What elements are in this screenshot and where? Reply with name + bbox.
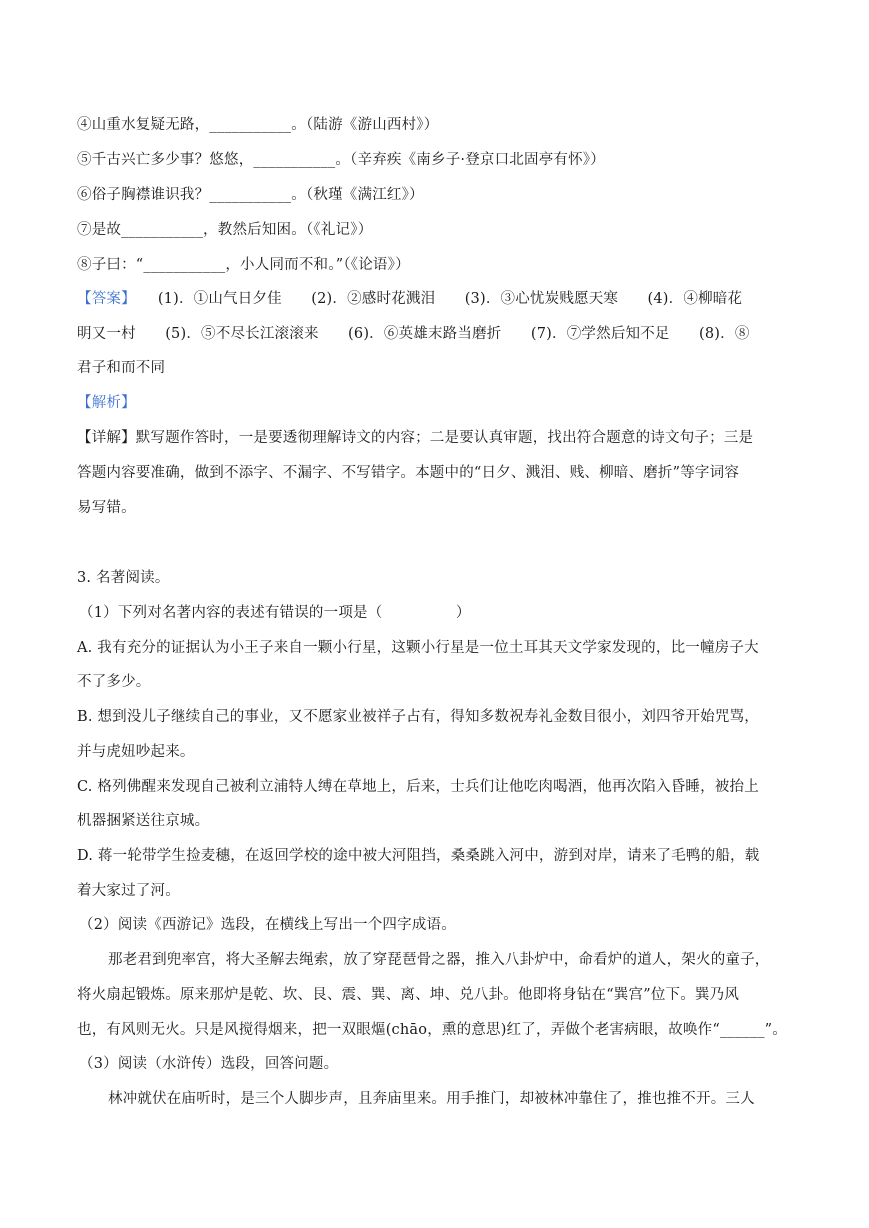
option-d-line-2: 着大家过了河。 xyxy=(77,883,180,899)
question-3-sub-3: （3）阅读（水浒传）选段，回答问题。 xyxy=(79,1056,339,1072)
option-b-line-1: B. 想到没儿子继续自己的事业，又不愿家业被祥子占有，得知多数祝寿礼金数目很小，刘四爷开始咒骂， xyxy=(77,709,759,725)
poem-line-4: ④山重水复疑无路，___________。（陆游《游山西村》） xyxy=(77,117,439,133)
option-b-line-2: 并与虎妞吵起来。 xyxy=(77,744,195,760)
analysis-line-3: 易写错。 xyxy=(77,500,136,516)
option-c-line-1: C. 格列佛醒来发现自己被利立浦特人缚在草地上，后来，士兵们让他吃肉喝酒，他再次陷入昏睡，被抬上 xyxy=(77,779,759,795)
answer-line-2: 明又一村 (5)．⑤不尽长江滚滚来 (6)．⑥英雄末路当磨折 (7)．⑦学然后知不足 (8)．⑧ xyxy=(77,326,750,342)
question-3-title: 3. 名著阅读。 xyxy=(77,570,170,586)
answer-line-1 xyxy=(77,287,742,308)
answer-label: 【答案】 xyxy=(77,291,136,307)
option-a-line-1: A. 我有充分的证据认为小王子来自一颗小行星，这颗小行星是一位土耳其天文学家发现的，比一幢房子大 xyxy=(77,640,759,656)
poem-line-6: ⑥俗子胸襟谁识我？___________。（秋瑾《满江红》） xyxy=(77,187,424,203)
option-c-line-2: 机器捆紧送往京城。 xyxy=(77,813,210,829)
analysis-label: 【解析】 xyxy=(77,395,136,411)
passage-2-line-1: 那老君到兜率宫，将大圣解去绳索，放了穿琵琶骨之器，推入八卦炉中，命看炉的道人，架火的童子， xyxy=(108,952,770,968)
answer-line-3: 君子和而不同 xyxy=(77,360,166,376)
answer-text-1: (1)．①山气日夕佳 (2)．②感时花溅泪 (3)．③心忧炭贱愿天寒 (4)．④柳暗花 xyxy=(157,291,743,307)
question-3-sub-2: （2）阅读《西游记》选段，在横线上写出一个四字成语。 xyxy=(79,917,456,933)
passage-3-line-1: 林冲就伏在庙听时，是三个人脚步声，且奔庙里来。用手推门，却被林冲靠住了，推也推不开。三人 xyxy=(108,1091,755,1107)
question-3-sub-1: （1）下列对名著内容的表述有错误的一项是（ ） xyxy=(79,605,471,621)
passage-2-line-3: 也，有风则无火。只是风搅得烟来，把一双眼熰(chāo，熏的意思)红了，弄做个老害病眼，故唤作“______”。 xyxy=(77,1022,787,1038)
analysis-line-1: 【详解】默写题作答时，一是要透彻理解诗文的内容；二是要认真审题，找出符合题意的诗文句子；三是 xyxy=(77,430,754,446)
poem-line-8: ⑧子曰：“___________，小人同而不和。”（《论语》） xyxy=(77,257,410,273)
poem-line-7: ⑦是故___________，教然后知困。（《礼记》） xyxy=(77,222,373,238)
option-a-line-2: 不了多少。 xyxy=(77,674,151,690)
poem-line-5: ⑤千古兴亡多少事？悠悠，___________。（辛弃疾《南乡子·登京口北固亭有怀》） xyxy=(77,152,605,168)
analysis-line-2: 答题内容要准确，做到不添字、不漏字、不写错字。本题中的“日夕、溅泪、贱、柳暗、磨折”等字词容 xyxy=(77,465,740,481)
option-d-line-1: D. 蒋一轮带学生捡麦穗，在返回学校的途中被大河阻挡，桑桑跳入河中，游到对岸，请来了毛鸭的船，载 xyxy=(77,848,760,864)
passage-2-line-2: 将火扇起锻炼。原来那炉是乾、坎、艮、震、巽、离、坤、兑八卦。他即将身钻在“巽宫”位下。巽乃风 xyxy=(77,987,740,1003)
